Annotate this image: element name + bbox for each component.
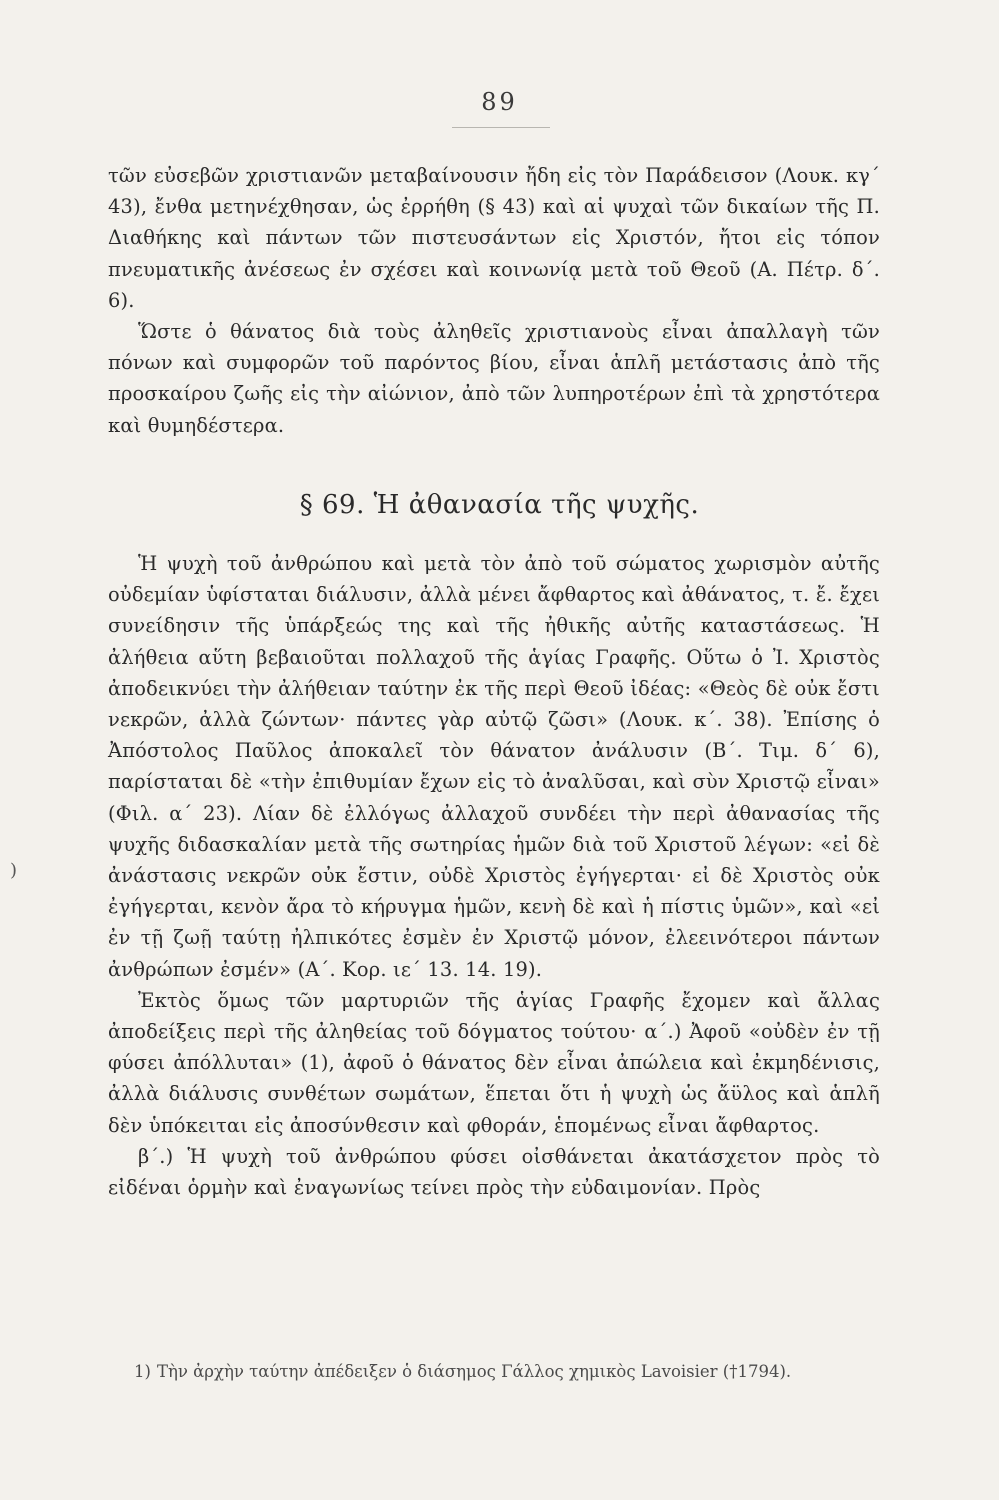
text-block-main [108,548,880,1203]
header-rule [452,127,550,128]
paragraph: τῶν εὐσεβῶν χριστιανῶν μεταβαίνουσιν ἤδη εἰς τὸν Παράδεισον (Λουκ. κγ΄ 43), ἔνθα μετηνέχθησαν, ὡς ἐρρήθη (§ 43) καὶ αἱ ψυχαὶ τῶν δικαίων τῆς Π. Διαθήκης καὶ πάντων τῶν πιστευσάντων εἰς Χριστόν, ἤτοι εἰς τόπον πνευματικῆς ἀνέσεως ἐν σχέσει καὶ κοινωνίᾳ μετὰ τοῦ Θεοῦ (Α. Πέτρ. δ΄. 6). [108,164,880,312]
margin-mark: ) [10,860,18,881]
paragraph: Ὥστε ὁ θάνατος διὰ τοὺς ἀληθεῖς χριστιανοὺς εἶναι ἀπαλλαγὴ τῶν πόνων καὶ συμφορῶν τοῦ παρόντος βίου, εἶναι ἁπλῆ μετάστασις ἀπὸ τῆς προσκαίρου ζωῆς εἰς τὴν αἰώνιον, ἀπὸ τῶν λυπηροτέρων ἐπὶ τὰ χρηστότερα καὶ θυμηδέστερα. [108,320,880,437]
paragraph: β΄.) Ἡ ψυχὴ τοῦ ἀνθρώπου φύσει οἰσθάνεται ἀκατάσχετον πρὸς τὸ εἰδέναι ὁρμὴν καὶ ἐναγωνίως τείνει πρὸς τὴν εὐδαιμονίαν. Πρὸς [108,1144,880,1200]
page-number: 89 [481,88,518,116]
text-block-top [108,160,880,441]
footnote-text: Τὴν ἀρχὴν ταύτην ἀπέδειξεν ὁ διάσημος Γάλλος χημικὸς Lavoisier (†1794). [156,1362,792,1381]
footnote-mark: 1) [134,1362,151,1381]
paragraph: Ἡ ψυχὴ τοῦ ἀνθρώπου καὶ μετὰ τὸν ἀπὸ τοῦ σώματος χωρισμὸν αὐτῆς οὐδεμίαν ὑφίσταται διάλυσιν, ἀλλὰ μένει ἄφθαρτος καὶ ἀθάνατος, τ. ἔ. ἔχει συνείδησιν τῆς ὑπάρξεώς της καὶ τῆς ἠθικῆς αὐτῆς καταστάσεως. Ἡ ἀλήθεια αὕτη βεβαιοῦται πολλαχοῦ τῆς ἁγίας Γραφῆς. Οὕτω ὁ Ἰ. Χριστὸς ἀποδεικνύει τὴν ἀλήθειαν ταύτην ἐκ τῆς περὶ Θεοῦ ἰδέας: «Θεὸς δὲ οὐκ ἔστι νεκρῶν, ἀλλὰ ζώντων· πάντες γὰρ αὐτῷ ζῶσι» (Λουκ. κ΄. 38). Ἐπίσης ὁ Ἀπόστολος Παῦλος ἀποκαλεῖ τὸν θάνατον ἀνάλυσιν (Β΄. Τιμ. δ΄ 6), παρίσταται δὲ «τὴν ἐπιθυμίαν ἔχων εἰς τὸ ἀναλῦσαι, καὶ σὺν Χριστῷ εἶναι» (Φιλ. α΄ 23). Λίαν δὲ ἐλλόγως ἀλλαχοῦ συνδέει τὴν περὶ ἀθανασίας τῆς ψυχῆς διδασκαλίαν μετὰ τῆς σωτηρίας ἡμῶν διὰ τοῦ Χριστοῦ λέγων: «εἰ δὲ ἀνάστασις νεκρῶν οὐκ ἔστιν, οὐδὲ Χριστὸς ἐγήγερται· εἰ δὲ Χριστὸς οὐκ ἐγήγερται, κενὸν ἄρα τὸ κήρυγμα ἡμῶν, κενὴ δὲ καὶ ἡ πίστις ὑμῶν», καὶ «εἰ ἐν τῇ ζωῇ ταύτῃ ἠλπικότες ἐσμὲν ἐν Χριστῷ μόνον, ἐλεεινότεροι πάντων ἀνθρώπων ἐσμέν» (Α΄. Κορ. ιε΄ 13. 14. 19). [108,552,880,981]
footnote [108,1358,880,1385]
section-heading: § 69. Ἡ ἀθανασία τῆς ψυχῆς. [299,490,700,520]
paragraph: Ἐκτὸς ὅμως τῶν μαρτυριῶν τῆς ἁγίας Γραφῆς ἔχομεν καὶ ἄλλας ἀποδείξεις περὶ τῆς ἀληθείας τοῦ δόγματος τούτου· α΄.) Ἀφοῦ «οὐδὲν ἐν τῇ φύσει ἀπόλλυται» (1), ἀφοῦ ὁ θάνατος δὲν εἶναι ἀπώλεια καὶ ἐκμηδένισις, ἀλλὰ διάλυσις συνθέτων σωμάτων, ἕπεται ὅτι ἡ ψυχὴ ὡς ἄϋλος καὶ ἁπλῆ δὲν ὑπόκειται εἰς ἀποσύνθεσιν καὶ φθοράν, ἑπομένως εἶναι ἄφθαρτος. [108,988,880,1137]
